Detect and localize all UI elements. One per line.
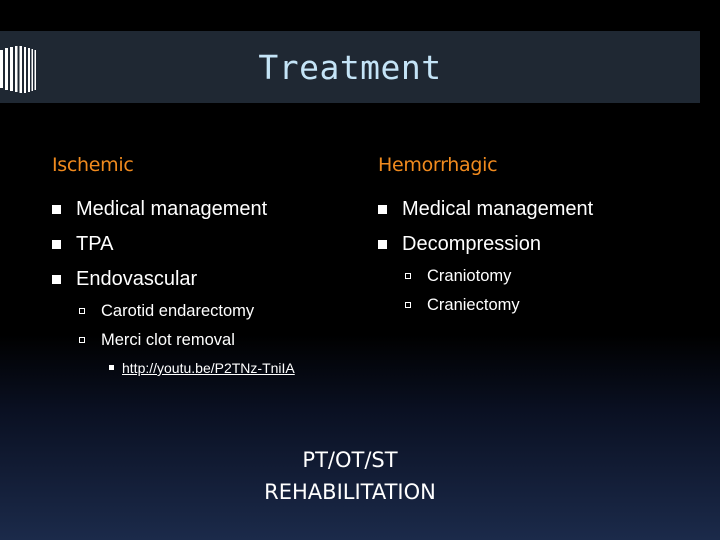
video-link[interactable]: http://youtu.be/P2TNz-TniIA [122, 360, 295, 376]
link-item [52, 355, 352, 381]
bullet-icon [52, 240, 61, 249]
list-item [378, 192, 708, 227]
ischemic-column [52, 150, 352, 381]
sub-list-item-label: Craniectomy [427, 296, 520, 314]
hollow-square-bullet-icon [79, 337, 85, 343]
hollow-square-bullet-icon [405, 273, 411, 279]
sub-list-item [52, 326, 352, 355]
list-item [52, 262, 352, 297]
hollow-square-bullet-icon [79, 308, 85, 314]
bullet-icon [378, 205, 387, 214]
bullet-icon [52, 205, 61, 214]
sub-list-item-label: Craniotomy [427, 267, 512, 285]
hemorrhagic-column [378, 150, 708, 320]
list-item-label: Medical management [76, 198, 268, 220]
rehab-line-1: PT/OT/ST [302, 448, 398, 472]
bullet-icon [52, 275, 61, 284]
sub-list-item [378, 262, 708, 291]
list-item [52, 192, 352, 227]
rehabilitation-text [230, 444, 470, 508]
list-item [52, 227, 352, 262]
ischemic-heading: Ischemic [52, 154, 134, 176]
hemorrhagic-list [378, 192, 708, 320]
sub-list-item [378, 291, 708, 320]
square-bullet-icon [109, 365, 114, 370]
list-item [378, 227, 708, 262]
list-item-label: Endovascular [76, 268, 198, 290]
rehab-line-2: REHABILITATION [264, 480, 436, 504]
hemorrhagic-heading: Hemorrhagic [378, 154, 498, 176]
hollow-square-bullet-icon [405, 302, 411, 308]
list-item-label: TPA [76, 233, 114, 255]
sub-list-item [52, 297, 352, 326]
bullet-icon [378, 240, 387, 249]
sub-list-item-label: Carotid endarectomy [101, 302, 255, 320]
list-item-label: Medical management [402, 198, 594, 220]
sub-list-item-label: Merci clot removal [101, 331, 235, 349]
list-item-label: Decompression [402, 233, 541, 255]
slide-title: Treatment [258, 47, 442, 87]
ischemic-list [52, 192, 352, 381]
